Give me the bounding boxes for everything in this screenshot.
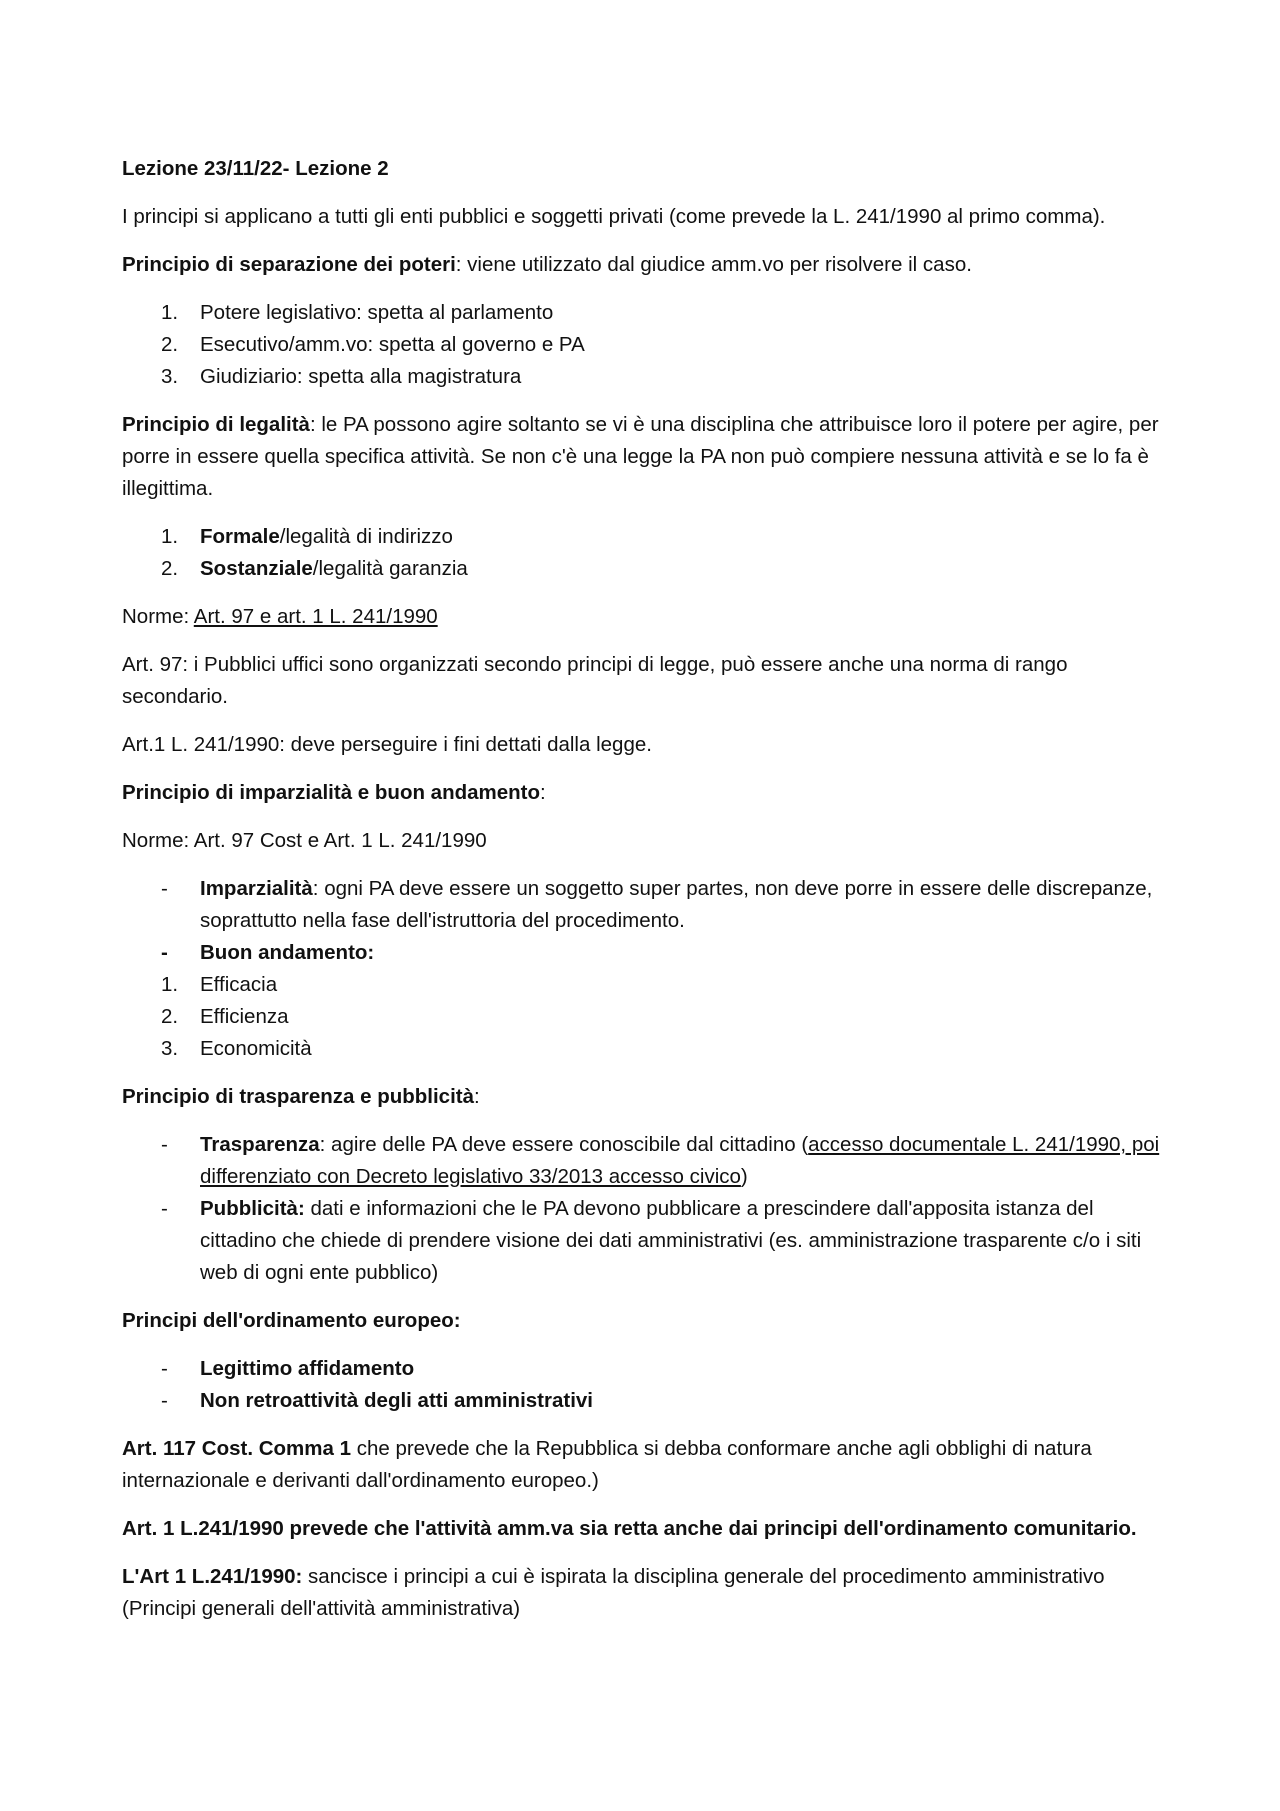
- european-list: [122, 1353, 1160, 1417]
- list-item: - Non retroattività degli atti amministrativi: [161, 1389, 593, 1412]
- list-item: - Legittimo affidamento: [161, 1357, 415, 1380]
- list-item: 2. Sostanziale/legalità garanzia: [161, 557, 468, 580]
- norme-link: Art. 97 e art. 1 L. 241/1990: [193, 605, 438, 628]
- legality-heading: Principio di legalità: [122, 413, 310, 436]
- separation-paragraph: Principio di separazione dei poteri: viene utilizzato dal giudice amm.vo per risolvere il caso.: [122, 253, 972, 276]
- separation-list: [122, 297, 1160, 393]
- european-heading: Principi dell'ordinamento europeo:: [122, 1309, 461, 1332]
- impartiality-list: [122, 873, 1160, 1065]
- transparency-list: [122, 1129, 1160, 1289]
- list-item: - Trasparenza: agire delle PA deve essere conoscibile dal cittadino (accesso documentale L. 241/1990, poi differenziato con Decreto legislativo 33/2013 accesso civico): [161, 1133, 1160, 1188]
- list-item: 2. Esecutivo/amm.vo: spetta al governo e PA: [161, 333, 585, 356]
- art1-paragraph: Art.1 L. 241/1990: deve perseguire i fini dettati dalla legge.: [122, 733, 652, 756]
- list-item: 1. Efficacia: [161, 973, 278, 996]
- separation-heading: Principio di separazione dei poteri: [122, 253, 456, 276]
- list-item: 2. Efficienza: [161, 1005, 289, 1028]
- norme-impartiality: Norme: Art. 97 Cost e Art. 1 L. 241/1990: [122, 829, 487, 852]
- impartiality-heading: Principio di imparzialità e buon andamento:: [122, 781, 546, 804]
- list-item: 1. Formale/legalità di indirizzo: [161, 525, 453, 548]
- list-item: 1. Potere legislativo: spetta al parlamento: [161, 301, 554, 324]
- art97-paragraph: Art. 97: i Pubblici uffici sono organizzati secondo principi di legge, può essere anche una norma di rango secondario.: [122, 653, 1068, 708]
- art1-community-paragraph: Art. 1 L.241/1990 prevede che l'attività amm.va sia retta anche dai principi dell'ordinamento comunitario.: [122, 1517, 1137, 1540]
- lesson-title: Lezione 23/11/22- Lezione 2: [122, 157, 389, 180]
- transparency-heading: Principio di trasparenza e pubblicità:: [122, 1085, 480, 1108]
- list-item: - Pubblicità: dati e informazioni che le PA devono pubblicare a prescindere dall'apposita istanza del cittadino che chiede di prendere visione dei dati amministrativi (es. amministrazione trasparente c/o i siti web di ogni ente pubblico): [161, 1197, 1142, 1284]
- list-item: 3. Economicità: [161, 1037, 312, 1060]
- art117-paragraph: Art. 117 Cost. Comma 1 che prevede che la Repubblica si debba conformare anche agli obblighi di natura internazionale e derivanti dall'ordinamento europeo.): [122, 1437, 1092, 1492]
- list-item: 3. Giudiziario: spetta alla magistratura: [161, 365, 522, 388]
- access-link: accesso documentale L. 241/1990, poi differenziato con Decreto legislativo 33/2013 accesso civico: [200, 1133, 1160, 1188]
- legality-list: [122, 521, 1160, 585]
- lart1-paragraph: L'Art 1 L.241/1990: sancisce i principi a cui è ispirata la disciplina generale del procedimento amministrativo (Principi generali dell'attività amministrativa): [122, 1565, 1105, 1620]
- list-item: - Buon andamento:: [161, 941, 375, 964]
- norme-legality: Norme: Art. 97 e art. 1 L. 241/1990: [122, 605, 438, 628]
- intro-paragraph: I principi si applicano a tutti gli enti pubblici e soggetti privati (come prevede la L. 241/1990 al primo comma).: [122, 205, 1106, 228]
- list-item: - Imparzialità: ogni PA deve essere un soggetto super partes, non deve porre in essere delle discrepanze, soprattutto nella fase dell'istruttoria del procedimento.: [161, 877, 1153, 932]
- legality-paragraph: Principio di legalità: le PA possono agire soltanto se vi è una disciplina che attribuisce loro il potere per agire, per porre in essere quella specifica attività. Se non c'è una legge la PA non può compiere nessuna attività e se lo fa è illegittima.: [122, 413, 1159, 500]
